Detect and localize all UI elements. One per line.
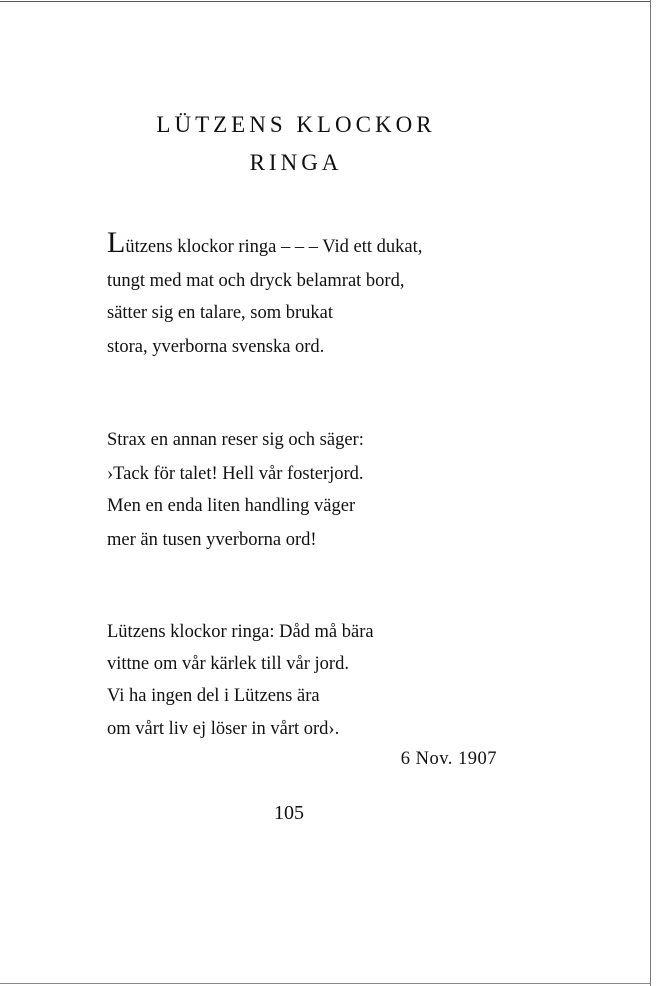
page-edge-bottom (0, 983, 650, 984)
stanza-2-line-1: Strax en annan reser sig och säger: (107, 430, 364, 450)
stanza-2-line-4: mer än tusen yverborna ord! (107, 530, 317, 550)
stanza-2-line-2: ›Tack för talet! Hell vår fosterjord. (107, 464, 364, 484)
poem-title-line-1: LÜTZENS KLOCKOR (156, 112, 436, 137)
stanza-1-line-4: stora, yverborna svenska ord. (107, 337, 325, 357)
stanza-2-line-3: Men en enda liten handling väger (107, 496, 356, 516)
stanza-1-line-2: tungt med mat och dryck belamrat bord, (107, 271, 405, 291)
stanza-3-line-4: om vårt liv ej löser in vårt ord›. (107, 719, 340, 739)
page-edge-top (0, 1, 650, 2)
page-number: 105 (274, 802, 304, 824)
stanza-3-line-3: Vi ha ingen del i Lützens ära (107, 686, 320, 706)
stanza-1-line-3: sätter sig en talare, som brukat (107, 303, 334, 323)
stanza-1-line-1 (107, 228, 422, 258)
drop-cap: L (107, 226, 126, 259)
page-edge-right (650, 0, 651, 986)
stanza-3-line-2: vittne om vår kärlek till vår jord. (107, 654, 349, 674)
poem-date: 6 Nov. 1907 (400, 749, 497, 769)
stanza-3-line-1: Lützens klockor ringa: Dåd må bära (107, 622, 374, 642)
poem-title-line-2: RINGA (249, 150, 343, 175)
stanza-1-line-1-text: ützens klockor ringa – – – Vid ett dukat, (125, 237, 423, 257)
